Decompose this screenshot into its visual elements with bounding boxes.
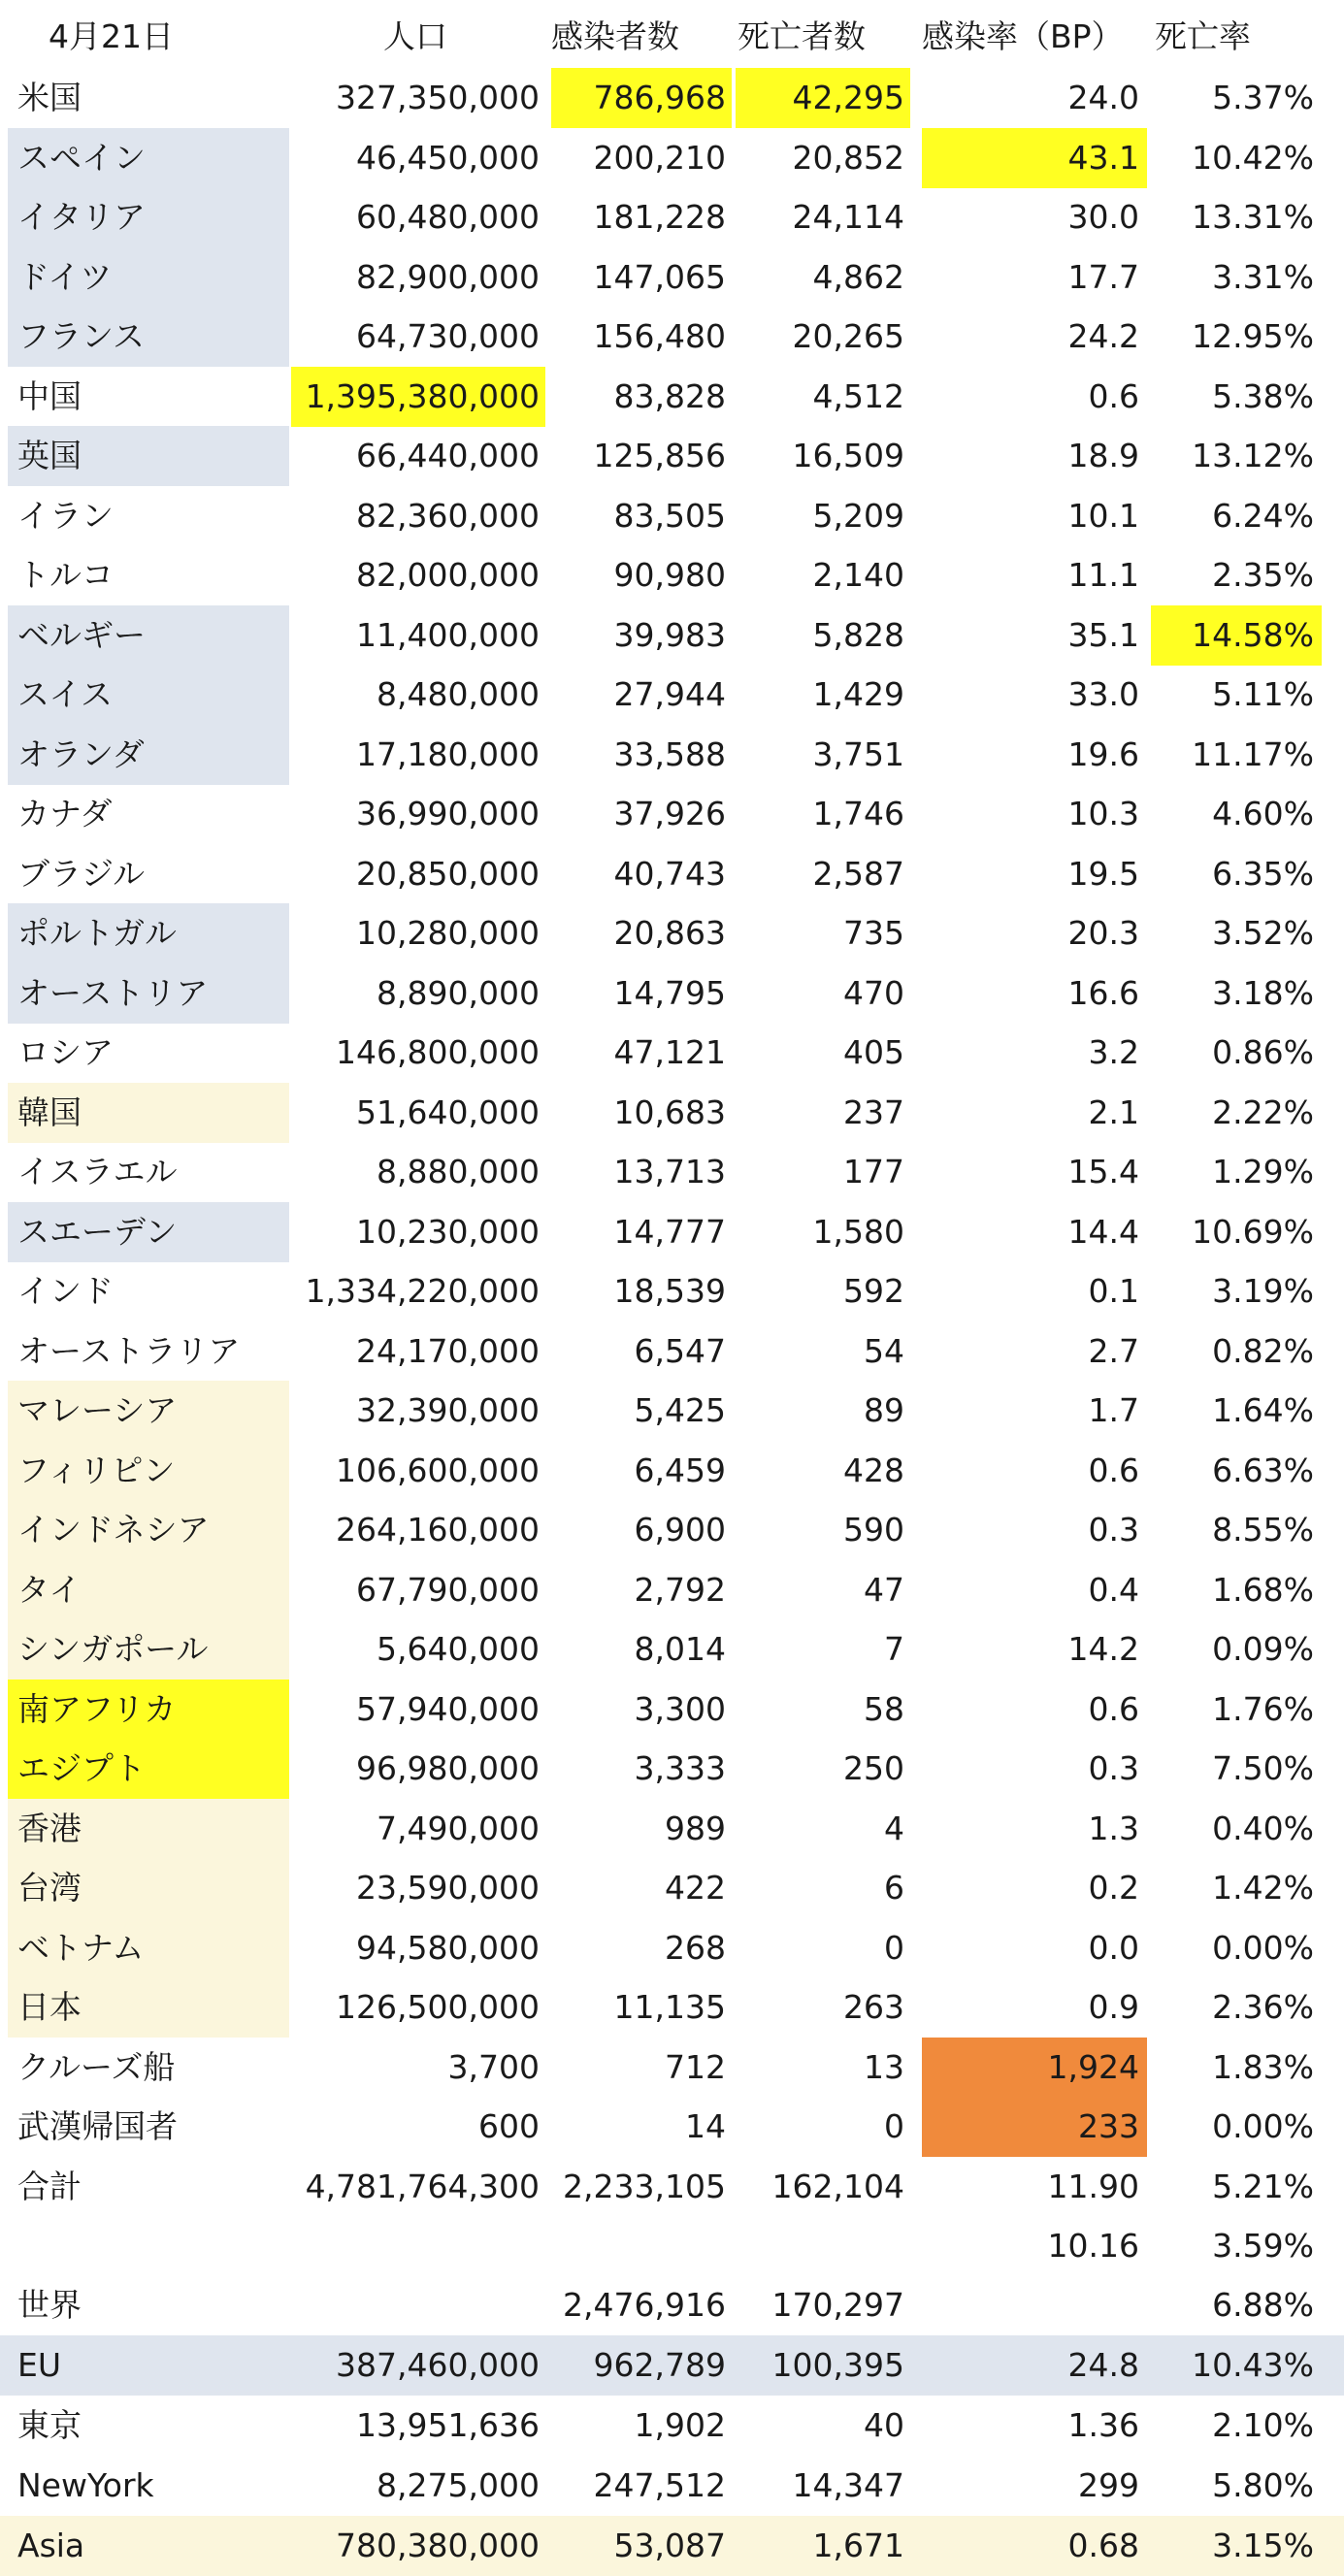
cell-rate: 11.1 [1067,556,1139,594]
cell-dr: 3.31% [1212,257,1314,296]
cell-pop: 32,390,000 [356,1391,540,1429]
cell-dr: 8.55% [1212,1511,1314,1549]
cell-inf: 20,863 [613,914,726,952]
cell-pop: 46,450,000 [356,138,540,177]
cell-rate: 0.68 [1067,2527,1139,2564]
cell-dth: 2,140 [812,556,904,594]
cell-dth: 250 [843,1749,904,1787]
table-row [0,1381,1344,1441]
cell-pop: 10,230,000 [356,1212,540,1251]
cell-rate: 10.3 [1067,795,1139,832]
cell-name: 世界 [17,2286,82,2324]
cell-name: イラン [17,496,114,535]
cell-dr: 4.60% [1212,795,1314,832]
table-row [0,2335,1344,2396]
cell-name: フィリピン [8,1441,289,1501]
cell-dr: 6.24% [1212,496,1314,535]
cell-inf: 2,792 [634,1570,726,1609]
cell-pop: 1,395,380,000 [291,367,545,427]
cell-inf: 83,828 [613,376,726,415]
cell-pop: 264,160,000 [336,1511,540,1549]
cell-rate: 0.9 [1088,1988,1139,2026]
cell-name: 武漢帰国者 [17,2107,178,2145]
cell-inf: 6,547 [634,1331,726,1370]
cell-dr: 11.17% [1192,734,1314,773]
cell-name: オーストリア [8,963,289,1024]
cell-name: フランス [8,307,289,367]
cell-pop: 126,500,000 [336,1988,540,2026]
cell-name: タイ [8,1560,289,1620]
table-row [0,963,1344,1024]
cell-dr: 1.68% [1212,1570,1314,1609]
date-header: 4月21日 [49,17,174,55]
cell-dr: 5.80% [1212,2466,1314,2504]
cell-dr: 10.42% [1192,138,1314,177]
cell-rate: 14.2 [1067,1630,1139,1668]
cell-pop: 7,490,000 [377,1809,540,1847]
table-row [0,1202,1344,1262]
cell-dth: 47 [864,1570,904,1609]
cell-name: スエーデン [8,1202,289,1262]
cell-rate: 16.6 [1067,973,1139,1012]
cell-inf: 37,926 [613,795,726,832]
cell-rate: 24.2 [1067,317,1139,355]
cell-dr: 1.42% [1212,1869,1314,1907]
cell-dr: 5.11% [1212,675,1314,713]
cell-rate: 0.3 [1088,1749,1139,1787]
cell-dth: 40 [864,2406,904,2444]
cell-inf: 90,980 [613,556,726,594]
cell-name: スペイン [8,128,289,188]
cell-rate: 2.7 [1088,1331,1139,1370]
cell-inf: 40,743 [613,854,726,893]
cell-pop: 64,730,000 [356,317,540,355]
cell-name: 中国 [17,376,82,415]
cell-inf: 1,902 [634,2406,726,2444]
cell-dth: 5,828 [812,615,904,654]
cell-dth: 4,862 [812,257,904,296]
cell-dr: 7.50% [1212,1749,1314,1787]
cell-dr: 0.00% [1212,2107,1314,2145]
table-row [0,367,1344,427]
table-row [0,68,1344,128]
cell-inf: 6,459 [634,1451,726,1489]
cell-dth: 735 [843,914,904,952]
cell-dr: 14.58% [1151,605,1322,666]
cell-pop: 106,600,000 [336,1451,540,1489]
cell-dth: 177 [843,1153,904,1190]
cell-pop: 146,800,000 [336,1033,540,1071]
cell-name: ベルギー [8,605,289,666]
cell-rate: 33.0 [1067,675,1139,713]
cell-rate: 0.6 [1088,1451,1139,1489]
cell-inf: 422 [665,1869,726,1907]
cell-dth: 170,297 [771,2286,904,2324]
cell-rate: 0.2 [1088,1869,1139,1907]
cell-inf: 268 [665,1928,726,1967]
cell-inf: 6,900 [634,1511,726,1549]
cell-dr: 3.59% [1212,2227,1314,2265]
cell-pop: 24,170,000 [356,1331,540,1370]
cell-dth: 58 [864,1689,904,1728]
cell-rate: 17.7 [1067,257,1139,296]
cell-dth: 470 [843,973,904,1012]
cell-name: 南アフリカ [8,1679,289,1740]
cell-dr: 0.82% [1212,1331,1314,1370]
table-row [0,1739,1344,1799]
cell-pop: 3,700 [447,2047,540,2086]
cell-name: エジプト [8,1739,289,1799]
cell-dr: 1.76% [1212,1689,1314,1728]
table-row [0,545,1344,605]
cell-inf: 83,505 [613,496,726,535]
cell-inf: 125,856 [593,437,726,474]
cell-rate: 10.16 [1047,2227,1139,2265]
table-row [0,2038,1344,2098]
cell-rate: 35.1 [1067,615,1139,654]
cell-rate: 0.6 [1088,1689,1139,1728]
table-row [0,2157,1344,2217]
table-row [0,128,1344,188]
cell-dr: 10.69% [1192,1212,1314,1251]
cell-dr: 2.22% [1212,1092,1314,1131]
cell-rate: 19.6 [1067,734,1139,773]
cell-dr: 3.52% [1212,914,1314,952]
table-row [0,1977,1344,2038]
cell-dr: 2.36% [1212,1988,1314,2026]
cell-dr: 6.88% [1212,2286,1314,2324]
cell-pop: 8,880,000 [377,1153,540,1190]
cell-rate: 24.0 [1067,79,1139,116]
cell-inf: 33,588 [613,734,726,773]
cell-inf: 2,233,105 [563,2167,726,2205]
table-row [0,187,1344,247]
cell-dth: 4 [884,1809,904,1847]
cell-inf: 3,333 [634,1749,726,1787]
cell-dr: 0.09% [1212,1630,1314,1668]
cell-dr: 10.43% [1192,2346,1314,2384]
cell-rate: 30.0 [1067,198,1139,236]
table-row [0,1500,1344,1560]
cell-name: マレーシア [8,1381,289,1441]
cell-pop: 8,275,000 [377,2466,540,2504]
cell-name: 合計 [17,2167,82,2205]
cell-inf: 13,713 [613,1153,726,1190]
table-row [0,1083,1344,1143]
cell-pop: 20,850,000 [356,854,540,893]
cell-pop: 8,480,000 [377,675,540,713]
cell-inf: 989 [665,1809,726,1847]
cell-pop: 51,640,000 [356,1092,540,1131]
cell-inf: 53,087 [613,2527,726,2564]
table-row [0,665,1344,725]
population-header: 人口 [383,17,447,55]
cell-name [8,2216,289,2276]
cell-rate: 299 [1078,2466,1139,2504]
cell-pop: 600 [478,2107,540,2145]
cell-inf: 11,135 [613,1988,726,2026]
table-row [0,2275,1344,2335]
cell-dth: 5,209 [812,496,904,535]
cell-pop: 8,890,000 [377,973,540,1012]
cell-dth [736,2216,910,2276]
cell-dr: 0.40% [1212,1809,1314,1847]
cell-dr: 1.29% [1212,1153,1314,1190]
cell-inf: 8,014 [634,1630,726,1668]
cell-dth: 162,104 [771,2167,904,2205]
cell-dr: 2.35% [1212,556,1314,594]
cell-name: クルーズ船 [17,2047,176,2086]
cell-pop: 23,590,000 [356,1869,540,1907]
cell-dth: 20,265 [792,317,904,355]
cell-pop: 66,440,000 [356,437,540,474]
cell-dth: 263 [843,1988,904,2026]
table-row [0,1321,1344,1382]
cell-rate: 19.5 [1067,854,1139,893]
infection-rate-header: 感染率（BP） [922,17,1124,55]
table-row [0,1261,1344,1321]
table-row [0,307,1344,367]
cell-name: 英国 [8,426,289,486]
cell-dth: 13 [864,2047,904,2086]
table-row [0,784,1344,844]
cell-dth: 3,751 [812,734,904,773]
table-row [0,903,1344,963]
cell-name: イタリア [8,187,289,247]
cell-name: インドネシア [8,1500,289,1560]
cell-dth: 0 [884,1928,904,1967]
cell-name: EU [17,2346,62,2384]
cell-name: カナダ [17,795,113,832]
cell-pop: 327,350,000 [336,79,540,116]
cell-name: 台湾 [8,1858,289,1918]
cell-name: オーストラリア [17,1331,241,1370]
cell-inf: 156,480 [593,317,726,355]
cell-name: ロシア [17,1033,114,1071]
cell-pop: 82,000,000 [356,556,540,594]
deaths-header: 死亡者数 [738,17,866,55]
cell-rate: 0.4 [1088,1570,1139,1609]
cell-name: ポルトガル [8,903,289,963]
cell-name: ドイツ [8,247,289,308]
cell-dth: 405 [843,1033,904,1071]
cell-rate: 1.7 [1088,1391,1139,1429]
cell-pop: 36,990,000 [356,795,540,832]
cell-dr: 1.64% [1212,1391,1314,1429]
cell-inf: 712 [665,2047,726,2086]
cell-pop: 1,334,220,000 [305,1272,540,1310]
cell-dth: 592 [843,1272,904,1310]
cell-dr: 5.37% [1212,79,1314,116]
table-row [0,1142,1344,1202]
cell-name: インド [17,1272,114,1310]
cell-rate: 0.6 [1088,376,1139,415]
cell-dth: 2,587 [812,854,904,893]
table-row [0,605,1344,666]
table-row [0,1441,1344,1501]
cell-pop: 11,400,000 [356,615,540,654]
table-row [0,486,1344,546]
cell-dth: 42,295 [736,68,910,128]
cell-name: ベトナム [8,1918,289,1978]
cell-inf: 181,228 [593,198,726,236]
cell-dth: 0 [884,2107,904,2145]
table-row [0,844,1344,904]
cell-name: ブラジル [17,854,146,893]
table-row [0,1679,1344,1740]
cell-rate [922,2275,1147,2335]
cell-name: シンガポール [8,1619,289,1679]
cell-inf [551,2216,732,2276]
cell-name: 米国 [17,79,82,116]
cell-pop: 60,480,000 [356,198,540,236]
cell-pop: 10,280,000 [356,914,540,952]
cell-dth: 4,512 [812,376,904,415]
cell-dr: 0.00% [1212,1928,1314,1967]
cell-rate: 0.3 [1088,1511,1139,1549]
cell-pop: 5,640,000 [377,1630,540,1668]
cell-dth: 24,114 [792,198,904,236]
cell-inf: 14,777 [613,1212,726,1251]
cell-inf: 247,512 [593,2466,726,2504]
cell-rate: 3.2 [1088,1033,1139,1071]
table-row [0,2396,1344,2456]
cell-dr: 3.18% [1212,973,1314,1012]
cell-name: 東京 [17,2406,82,2444]
cell-dth: 6 [884,1869,904,1907]
infected-header: 感染者数 [551,17,679,55]
cell-dr: 5.21% [1212,2167,1314,2205]
cell-name: 韓国 [8,1083,289,1143]
cell-dth: 14,347 [792,2466,904,2504]
cell-name: トルコ [17,556,114,594]
cell-rate: 14.4 [1067,1212,1139,1251]
cell-inf: 18,539 [613,1272,726,1310]
cell-rate: 1,924 [922,2038,1147,2098]
table-row [0,1799,1344,1859]
table-row [0,1858,1344,1918]
cell-dth: 54 [864,1331,904,1370]
cell-dth: 1,746 [812,795,904,832]
cell-inf: 3,300 [634,1689,726,1728]
cell-rate: 10.1 [1067,496,1139,535]
cell-inf: 2,476,916 [563,2286,726,2324]
cell-dth: 20,852 [792,138,904,177]
cell-pop: 82,360,000 [356,496,540,535]
cell-name: イスラエル [17,1153,178,1190]
cell-pop: 96,980,000 [356,1749,540,1787]
cell-dr: 0.86% [1212,1033,1314,1071]
cell-name: NewYork [17,2466,154,2504]
cell-pop: 94,580,000 [356,1928,540,1967]
table-row [0,2456,1344,2516]
cell-inf: 27,944 [613,675,726,713]
cell-dth: 428 [843,1451,904,1489]
cell-rate: 233 [922,2097,1147,2157]
cell-inf: 10,683 [613,1092,726,1131]
cell-rate: 20.3 [1067,914,1139,952]
cell-dth: 7 [884,1630,904,1668]
cell-inf: 147,065 [593,257,726,296]
cell-rate: 43.1 [922,128,1147,188]
cell-name: オランダ [8,725,289,785]
cell-dth: 590 [843,1511,904,1549]
cell-rate: 15.4 [1067,1153,1139,1190]
cell-dth: 1,671 [812,2527,904,2564]
cell-dr: 6.35% [1212,854,1314,893]
death-rate-header: 死亡率 [1155,17,1251,55]
cell-name: Asia [17,2527,85,2564]
cell-pop [291,2216,545,2276]
cell-dth: 237 [843,1092,904,1131]
table-row [0,2097,1344,2157]
cell-inf: 5,425 [634,1391,726,1429]
cell-pop: 4,781,764,300 [305,2167,540,2205]
cell-pop: 13,951,636 [356,2406,540,2444]
table-row [0,1918,1344,1978]
cell-dr: 3.15% [1212,2527,1314,2564]
cell-dth: 100,395 [771,2346,904,2384]
cell-inf: 200,210 [593,138,726,177]
cell-dth: 89 [864,1391,904,1429]
table-row [0,1560,1344,1620]
cell-inf: 14 [685,2107,726,2145]
cell-inf: 47,121 [613,1033,726,1071]
cell-rate: 24.8 [1067,2346,1139,2384]
cell-pop: 17,180,000 [356,734,540,773]
cell-inf: 786,968 [551,68,732,128]
table-row [0,426,1344,486]
cell-pop: 387,460,000 [336,2346,540,2384]
cell-inf: 962,789 [593,2346,726,2384]
cell-name: 日本 [8,1977,289,2038]
cell-pop: 67,790,000 [356,1570,540,1609]
cell-pop: 57,940,000 [356,1689,540,1728]
cell-name: 香港 [8,1799,289,1859]
cell-dr: 6.63% [1212,1451,1314,1489]
table-row [0,1619,1344,1679]
cell-dth: 1,580 [812,1212,904,1251]
cell-rate: 0.0 [1088,1928,1139,1967]
cell-dr: 1.83% [1212,2047,1314,2086]
cell-rate: 1.36 [1067,2406,1139,2444]
cell-rate: 1.3 [1088,1809,1139,1847]
cell-inf: 14,795 [613,973,726,1012]
cell-dth: 16,509 [792,437,904,474]
cell-dr: 5.38% [1212,376,1314,415]
table-row [0,247,1344,308]
table-row [0,2216,1344,2276]
cell-inf: 39,983 [613,615,726,654]
table-row [0,1023,1344,1083]
cell-pop: 82,900,000 [356,257,540,296]
cell-dr: 13.31% [1192,198,1314,236]
cell-name: スイス [8,665,289,725]
cell-dr: 12.95% [1192,317,1314,355]
cell-pop [291,2275,545,2335]
cell-dth: 1,429 [812,675,904,713]
cell-rate: 2.1 [1088,1092,1139,1131]
table-row [0,725,1344,785]
cell-dr: 13.12% [1192,437,1314,474]
cell-rate: 18.9 [1067,437,1139,474]
cell-rate: 11.90 [1047,2167,1139,2205]
cell-rate: 0.1 [1088,1272,1139,1310]
cell-dr: 3.19% [1212,1272,1314,1310]
cell-pop: 780,380,000 [336,2527,540,2564]
cell-dr: 2.10% [1212,2406,1314,2444]
